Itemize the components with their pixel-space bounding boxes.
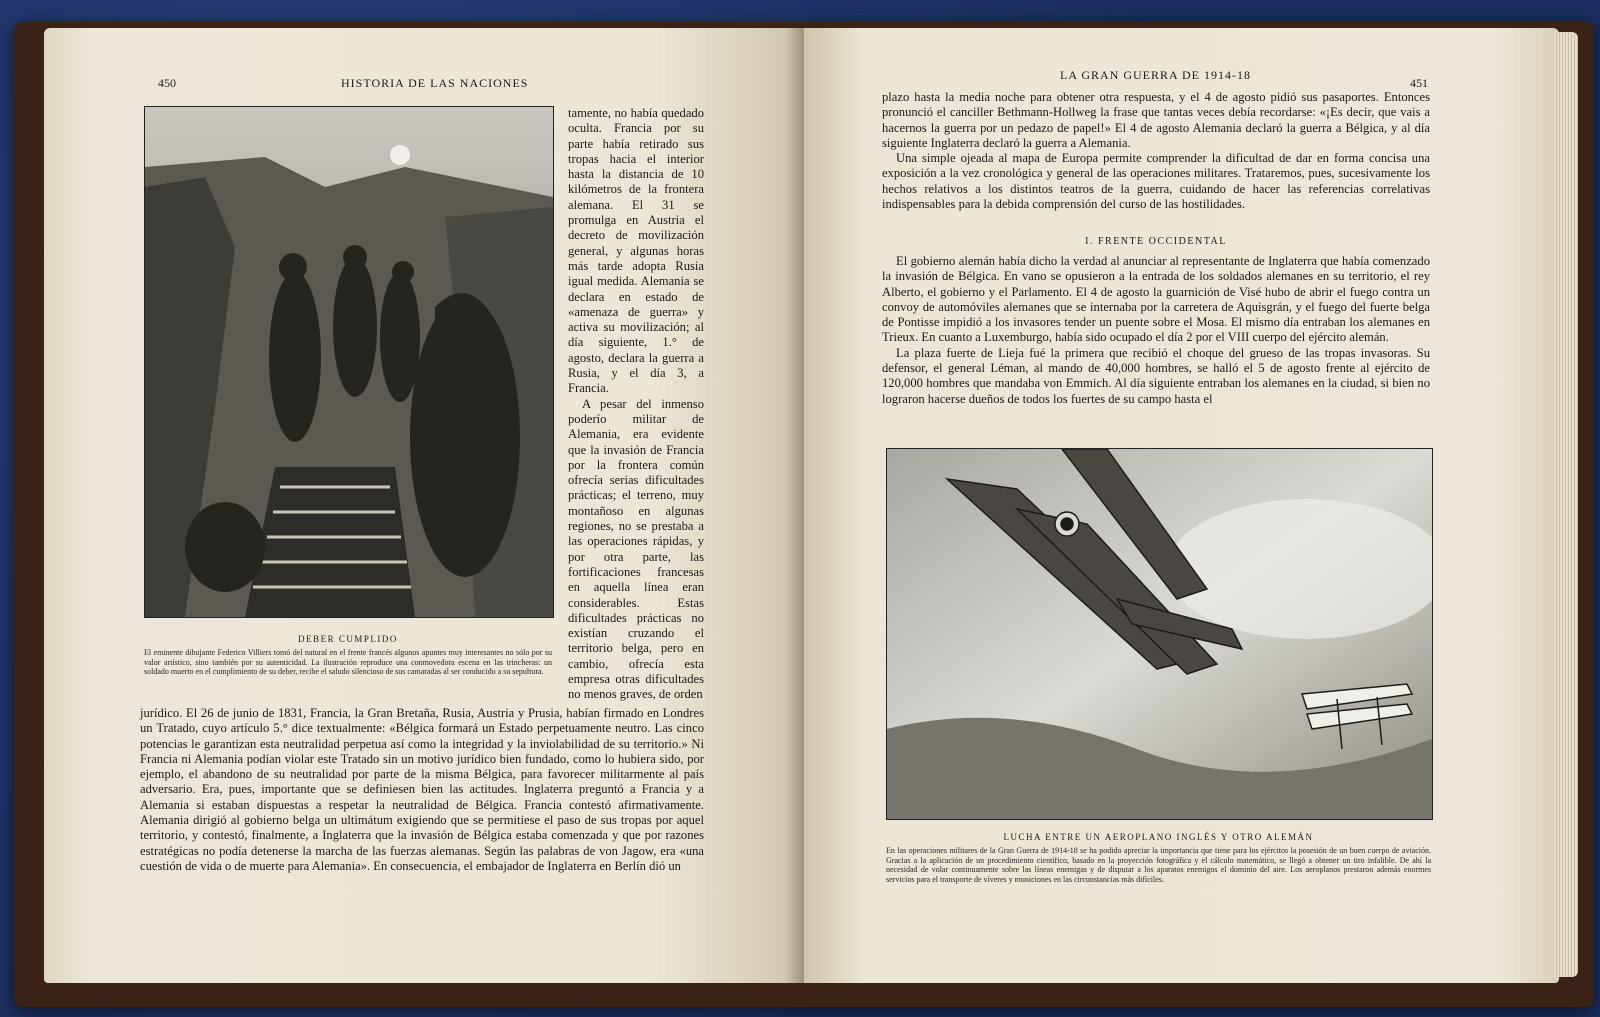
right-intro-paragraph-1: plazo hasta la media noche para obtener otra respuesta, y el 4 de agosto pidió sus pasaportes. Entonces pronunció el canciller Bethmann-Hollweg la frase que tantas veces debía recordarse: «¡Es decir, que vais a hacernos la guerra por un pedazo de papel!» El 4 de agosto Alemania declaró la guerra a Bélgica, y al día siguiente Inglaterra declaró la guerra a Alemania. [882, 90, 1430, 150]
page-edges [1554, 32, 1578, 977]
left-page-number: 450 [158, 76, 176, 90]
left-side-column [568, 106, 704, 703]
airplane-illustration [886, 448, 1433, 820]
aerial-combat-image [887, 449, 1432, 819]
left-bottom-text [140, 706, 704, 874]
left-side-paragraph-2: A pesar del inmenso poderío militar de Alemania, era evidente que la invasión de Francia por la frontera común ofrecía serias dificultades prácticas; el terreno, muy montañoso en algunas regiones, no se prestaba a las operaciones rápidas, y por otra parte, las fortificaciones francesas en aquella línea eran considerables. Estas dificultades prácticas no existían cruzando el territorio belga, pero en cambio, ofrecía esta empresa otras dificultades no menos graves, de orden [568, 396, 704, 702]
right-intro-text [882, 90, 1430, 212]
right-figure-caption-body: En las operaciones militares de la Gran Guerra de 1914-18 se ha podido apreciar la importancia que tiene para los ejércitos la posesión de un buen cuerpo de aviación. Gracias a la aplicación de un procedimiento científico, basado en la proyección fotográfica y el cálculo matemático, se llegó a obtener un tiro infalible. De ahí la necesidad de volar continuamente sobre las líneas enemigas y de disputar a los aparatos enemigos el dominio del aire. Los aeroplanos prestaron además enormes servicios para el transporte de víveres y municiones en las circunstancias más difíciles. [886, 846, 1431, 884]
trench-scene-image [145, 107, 553, 617]
right-page [804, 28, 1559, 983]
right-section-paragraph-2: La plaza fuerte de Lieja fué la primera que recibió el choque del grueso de las tropas invasoras. Su defensor, el general Léman, al mando de 40,000 hombres, se halló el 5 de agosto frente al ejército de 120,000 hombres que mandaba von Emmich. Al día siguiente entraban los alemanes en la ciudad, si bien no lograron hacerse dueños de todos los fuertes de su campo hasta el [882, 345, 1430, 406]
right-page-number: 451 [1410, 76, 1428, 90]
open-book [14, 22, 1594, 1007]
right-figure-caption-title: LUCHA ENTRE UN AEROPLANO INGLÉS Y OTRO ALEMÁN [1003, 832, 1314, 842]
section-heading: I. FRENTE OCCIDENTAL [1085, 236, 1227, 247]
trench-illustration [144, 106, 554, 618]
right-intro-paragraph-2: Una simple ojeada al mapa de Europa permite comprender la dificultad de dar en forma concisa una exposición a la vez cronológica y general de las operaciones militares. Trataremos, pues, sucesivamente los hechos relativos a los distintos teatros de la guerra, cuidando de hacer las referencias correlativas indispensables para la debida comprensión del curso de las hostilidades. [882, 151, 1430, 212]
right-section-text [882, 254, 1430, 407]
left-figure-caption-body: El eminente dibujante Federico Villiers tomó del natural en el frente francés algunos apuntes muy interesantes no sólo por su valor artístico, sino también por su autenticidad. La ilustración reproduce una conmovedora escena en las trincheras: un soldado muerto en el cumplimiento de su deber, recibe el saludo silencioso de sus camaradas al ser conducido a su sepultura. [144, 648, 552, 676]
left-running-head: HISTORIA DE LAS NACIONES [341, 76, 529, 90]
left-figure-caption-title: DEBER CUMPLIDO [298, 634, 398, 644]
left-bottom-paragraph: jurídico. El 26 de junio de 1831, Francia, la Gran Bretaña, Rusia, Austria y Prusia, habían firmado en Londres un Tratado, cuyo artículo 5.° dice textualmente: «Bélgica formará un Estado perpetuamente neutro. Las cinco potencias le garantizan esta neutralidad perpetua así como la integridad y la inviolabilidad de su territorio.» Ni Francia ni Alemania podían violar este Tratado sin un motivo jurídico bien fundado, como lo hubiera sido, por ejemplo, el abandono de su neutralidad por parte de la misma Bélgica, para favorecer militarmente al país adversario. Era, pues, importante que se definiesen bien las actitudes. Inglaterra preguntó a Francia y a Alemania si estaban dispuestas a respetar la neutralidad de Bélgica. Francia contestó afirmativamente. Alemania dirigió al gobierno belga un ultimátum exigiendo que se permitiese el paso de sus tropas por aquel territorio, y contestó, finalmente, a Inglaterra que la invasión de Bélgica estaba comenzada y que por razones estratégicas no podía detenerse la marcha de las fuerzas alemanas. Según las palabras de von Jagow, era «una cuestión de vida o de muerte para Alemania». En consecuencia, el embajador de Inglaterra en Berlín dió un [140, 706, 704, 873]
right-section-paragraph-1: El gobierno alemán había dicho la verdad al anunciar al representante de Inglaterra que había comenzado la invasión de Bélgica. En vano se opusieron a la entrada de los soldados alemanes en su territorio, el rey Alberto, el gobierno y el Parlamento. El 4 de agosto la guarnición de Visé hubo de abrir el fuego contra un convoy de automóviles alemanes que se internaba por la carretera de Aquisgrán, y el fuego del fuerte belga de Pontisse impidió a los invasores tender un puente sobre el Mosa. El mismo día entraban los alemanes en Trieux. En cuanto a Luxemburgo, había sido ocupado el día 2 por el VIII cuerpo del ejército alemán. [882, 254, 1430, 345]
left-side-paragraph-1: tamente, no había quedado oculta. Francia por su parte había retirado sus tropas hacia el interior hasta la distancia de 10 kilómetros de la frontera alemana. El 31 se promulga en Austria el decreto de movilización general, y algunas horas más tarde adopta Rusia igual medida. Alemania se declara en estado de «amenaza de guerra» y activa su movilización; al día siguiente, 1.° de agosto, declara la guerra a Rusia, y el día 3, a Francia. [568, 106, 704, 396]
right-running-head: LA GRAN GUERRA DE 1914-18 [1060, 68, 1252, 82]
left-page [44, 28, 804, 983]
